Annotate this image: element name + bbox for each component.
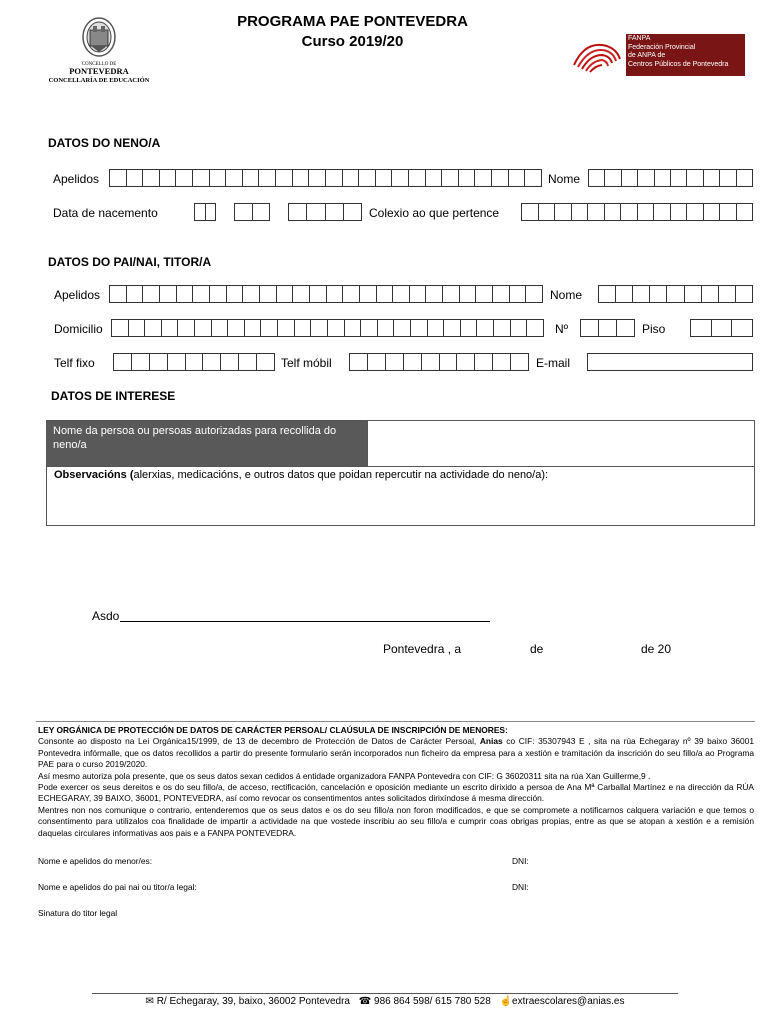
interese-table [46,420,755,526]
hand-pointer-icon: ☝ [499,996,513,1007]
neno-nome-field[interactable] [588,169,753,187]
page-title: PROGRAMA PAE PONTEVEDRA [237,13,468,30]
legal-p2: Así mesmo autoriza pola presente, que os seus datos sexan cedidos á entidade organizadora FANPA Pontevedra con CIF: G 36020311 sita na rúa Xan Guillerme,9 . [38,770,651,781]
fanpa-line2: Federación Provincial [628,43,696,51]
legal-p1c: co CIF: 35307943 E , sita na rúa Echegaray nº 39 baixo 36001 Pontevedra infórmalle, que os datos recollidos a partir do presente formulario serán incorporados nun ficheiro da empresa para a xestión e tramitación da inscrición do seu fillo/a ao Programa PAE para o curso 2019/2020. [38,736,754,770]
neno-birth-day-field[interactable] [194,203,216,221]
dni-label-1: DNI: [512,856,529,866]
neno-data-nacemento-label: Data de nacemento [53,206,158,220]
recollida-label: Nome da persoa ou persoas autorizadas para recollida do neno/a [53,425,337,451]
dni-label-2: DNI: [512,882,529,892]
fanpa-line1: FANPA [628,35,651,42]
neno-nome-label: Nome [548,172,581,186]
concello-line3: CONCELLARÍA DE EDUCACIÓN [48,77,150,84]
asdo-label: Asdo [92,609,120,623]
de-label-2: de 20 [641,642,672,656]
pai-numero-field[interactable] [580,319,635,337]
place-label: Pontevedra , a [383,642,462,656]
legal-p1a: Consonte ao disposto na Lei Orgánica15/1999, de 13 de decembro de Protección de Datos de Carácter Persoal, [38,736,477,747]
footer-divider [92,993,678,994]
pai-apelidos-label: Apelidos [54,288,101,302]
footer-address: R/ Echegaray, 39, baixo, 36002 Pontevedra [156,996,350,1007]
sinatura-label: Sinatura do titor legal [38,908,118,918]
pai-email-label: E-mail [536,356,571,370]
observacions-field[interactable] [54,469,750,523]
neno-colexio-label: Colexio ao que pertence [369,206,500,220]
recollida-input[interactable] [367,421,754,466]
pai-domicilio-field[interactable] [111,319,544,337]
pai-numero-label: Nº [555,322,569,336]
fanpa-logo [626,34,745,76]
pai-label: Nome e apelidos do pai nai ou titor/a legal: [38,882,197,892]
pai-apelidos-field[interactable] [109,285,543,303]
concello-line2: PONTEVEDRA [69,66,129,76]
pai-email-field[interactable] [587,353,753,371]
recollida-label-cell [47,421,367,466]
coat-of-arms-icon [81,16,117,58]
section-neno-title: DATOS DO NENO/A [48,136,161,150]
asdo-signature-line[interactable] [120,621,490,622]
neno-apelidos-field[interactable] [109,169,542,187]
pai-domicilio-label: Domicilio [54,322,103,336]
concello-line1: CONCELLO DE [81,62,117,67]
legal-text [38,725,754,839]
footer-phone: 986 864 598/ 615 780 528 [374,996,491,1007]
neno-birth-month-field[interactable] [234,203,270,221]
concello-logo [36,16,162,90]
fanpa-line3: de ANPA de [628,52,666,59]
legal-anias: Anias [479,736,503,747]
fanpa-swirl-icon [570,37,626,77]
footer-email[interactable]: extraescolares@anias.es [512,996,625,1007]
fanpa-line4: Centros Públicos de Pontevedra [628,60,729,68]
pai-nome-label: Nome [550,288,583,302]
legal-p3: Pode exercer os seus dereitos e os do seu fillo/a, de acceso, rectificación, cancelación e oposición mediante un escrito dirixido a persoa de Ana Mª Carballal Martínez e na dirección da RÚA ECHEGARAY, 39 BAIXO, 36001, PONTEVEDRA, así como revocar os consentimentos antes solicitados dirixíndose á mesma dirección. [38,782,754,804]
pai-telf-mobil-label: Telf móbil [281,356,332,370]
pai-telf-fixo-label: Telf fixo [54,356,95,370]
legal-p1 [38,736,754,770]
section-pai-title: DATOS DO PAI/NAI, TITOR/A [48,255,212,269]
pai-piso-label: Piso [642,322,666,336]
neno-apelidos-label: Apelidos [53,172,100,186]
pai-nome-field[interactable] [598,285,753,303]
pai-telf-mobil-field[interactable] [349,353,529,371]
mail-icon: ✉ [145,996,154,1007]
footer [92,996,678,1007]
legal-p4: Mentres non nos comunique o contrario, entenderemos que os seus datos e os do seu fillo/a non foron modificados, e que se compromete a notificarnos calquera variación e que temos o consentimento para utilizalos coa finalidade de impartir a actividade na que vostede inscribiu ao seu fillo/a e cumprir coas obrigas propias, entre as que se atopan a xestión e a remisión daquelas circulares informativas aos pais e a FANPA PONTEVEDRA. [38,804,754,838]
section-interese-title: DATOS DE INTERESE [51,389,176,403]
pai-piso-field[interactable] [690,319,753,337]
de-label-1: de [530,642,544,656]
neno-colexio-field[interactable] [521,203,753,221]
page-subtitle: Curso 2019/20 [301,33,404,50]
legal-title: LEY ORGÁNICA DE PROTECCIÓN DE DATOS DE CARÁCTER PERSOAL/ CLAÚSULA DE INSCRIPCIÓN DE MENORES: [38,725,508,735]
pai-telf-fixo-field[interactable] [113,353,275,371]
neno-birth-year-field[interactable] [288,203,362,221]
legal-divider [36,721,755,722]
observacions-label-bold: Observacións ( [54,469,134,481]
menor-label: Nome e apelidos do menor/es: [38,856,153,866]
observacions-label-rest: alerxias, medicacións, e outros datos que poidan repercutir na actividade do neno/a): [133,469,549,481]
phone-icon: ☎ [358,996,372,1007]
